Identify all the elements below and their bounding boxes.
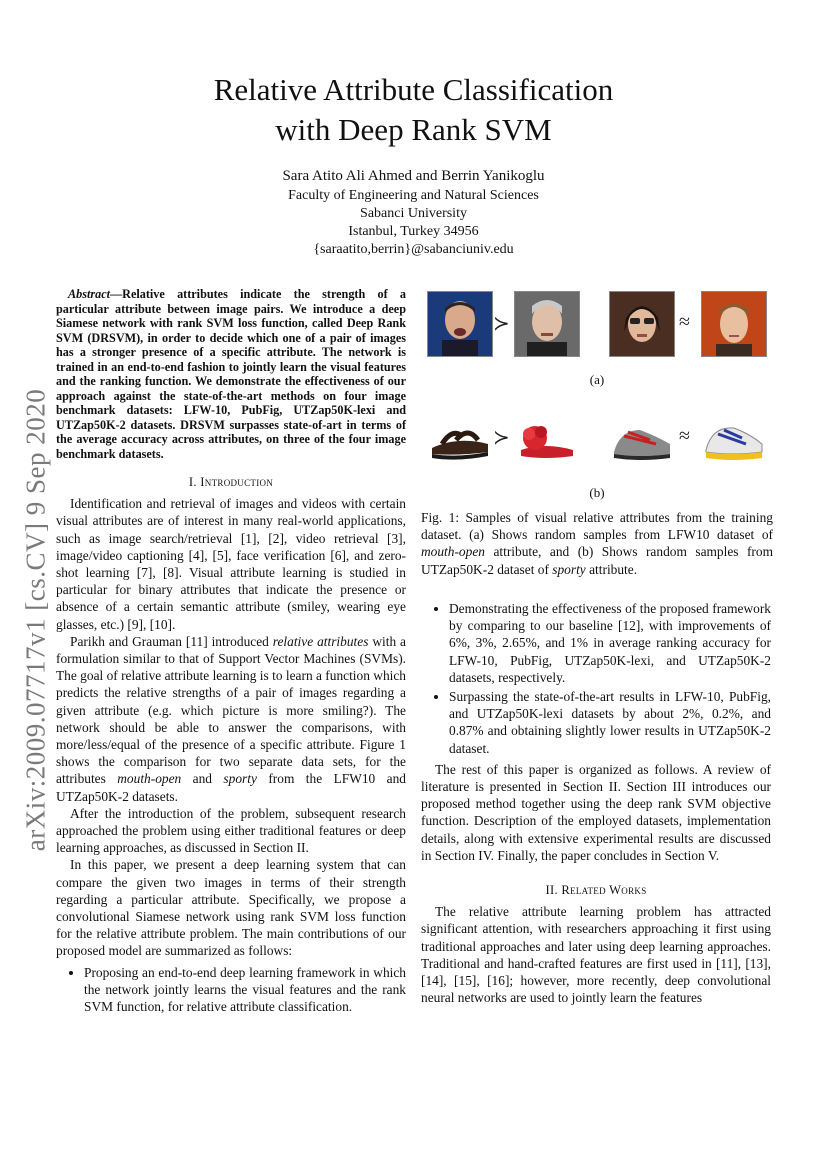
p2-text-b: with a formulation similar to that of Support Vector Machines (SVMs). The goal of relative attribute learning is to learn a function which predicts the relative strengths of a pair of images regarding a given attribute (e.g. which picture is more smiling?). The network should be able to answer the comparisons, with more/less/equal of the presence of a specific attribute. Figure 1 shows the comparison for two separate data sets, for the attributes <box>56 633 406 787</box>
author-block <box>0 167 827 259</box>
p2-emphasis-relative-attributes: relative attributes <box>272 633 369 649</box>
section-title: Introduction <box>200 475 274 489</box>
shoe-image-sandal <box>427 405 493 471</box>
contribution-item-2: • Demonstrating the effectiveness of the proposed framework by comparing to our baseline [12], with improvements of 6%, 3%, 2.65%, and 1% in average ranking accuracy for LFW-10, PubFig, UTZap50K-lexi, and UTZap50K-2 datasets, respectively. <box>449 600 771 686</box>
intro-paragraph-1: Identification and retrieval of images and videos with certain visual attributes are of interest in many real-world applications, such as image search/retrieval [1], [2], video retrieval [3], image/video captioning [4], [5], face verification [6], and zero-shot learning [7], [8]. Visual attribute learning is studied in particular for binary attributes that indicate the presence or absence of a certain semantic attribute (smiley, wearing eye glasses, etc.) [9], [10]. <box>56 496 406 632</box>
intro-paragraph-3: After the introduction of the problem, subsequent research approached the problem using either traditional features or deep learning approaches, as discussed in Section II. <box>56 805 406 856</box>
face-image-3 <box>609 291 675 357</box>
title-line-2: with Deep Rank SVM <box>275 112 552 147</box>
paper-title <box>0 70 827 150</box>
greater-than-relation-icon: ≻ <box>493 313 510 335</box>
affiliation-address: Istanbul, Turkey 34956 <box>348 224 479 239</box>
abstract-label: Abstract <box>68 287 110 301</box>
author-names: Sara Atito Ali Ahmed and Berrin Yanikoglu <box>282 168 545 184</box>
section-2-number: II. <box>545 883 562 898</box>
section-2-title: Related Works <box>561 883 647 898</box>
section-heading-related-works <box>421 882 771 899</box>
caption-emphasis-sporty: sporty <box>552 561 586 577</box>
abstract-text: —Relative attributes indicate the strength of a particular attribute between image pairs. We introduce a deep Siamese network with rank SVM loss function, called Deep Rank SVM (DRSVM), in order to decide which one of a pair of images has a stronger presence of a specific attribute. The network is trained in an end-to-end fashion to jointly learn the visual features and the ranking function. We demonstrate the effectiveness of our approach against the state-of-the-art methods on four image benchmark datasets: LFW-10, PubFig, UTZap50K-lexi and UTZap50K-2 datasets. DRSVM surpasses state-of-art in terms of the average accuracy across attributes, on three of the four image benchmark datasets. <box>56 287 406 461</box>
abstract <box>56 287 406 461</box>
author-email: {saraatito,berrin}@sabanciuniv.edu <box>313 242 514 257</box>
subfigure-label-b: (b) <box>589 485 605 500</box>
related-works-paragraph: The relative attribute learning problem has attracted significant attention, with researchers approaching it first using traditional approaches and later using deep learning approaches. Traditional and hand-crafted features are first used in [11], [13], [14], [15], [16]; however, more recently, deep convolutional neural networks are used to jointly learn the features <box>421 904 771 1006</box>
figure-row-shoes <box>421 405 773 475</box>
face-image-1 <box>427 291 493 357</box>
caption-emphasis-mouth-open: mouth-open <box>421 544 485 560</box>
shoe-image-sneaker-red <box>609 405 675 471</box>
right-column <box>421 600 771 1006</box>
contribution-list <box>56 964 406 1016</box>
title-line-1: Relative Attribute Classification <box>213 72 614 107</box>
p2-emphasis-sporty: sporty <box>223 771 257 787</box>
affiliation-faculty: Faculty of Engineering and Natural Sciences <box>288 188 539 203</box>
shoe-image-sneaker-white <box>701 405 767 471</box>
shoe-image-slipper <box>514 405 580 471</box>
figure-row-faces <box>421 291 773 361</box>
section-number: I. <box>188 475 201 489</box>
figure-caption <box>421 509 773 578</box>
intro-paragraph-4: In this paper, we present a deep learning system that can compare the given two images in terms of their strength regarding a particular attribute. Specifically, we propose a convolutional Siamese network using rank SVM loss function for the relative attribute problem. The main contributions of our proposed model are summarized as follows: <box>56 857 406 959</box>
left-column <box>56 287 406 1019</box>
caption-text-a: Fig. 1: Samples of visual relative attributes from the training dataset. (a) Shows random samples from LFW10 dataset of <box>421 510 773 543</box>
approx-equal-relation-icon: ≈ <box>679 311 690 333</box>
face-image-2 <box>514 291 580 357</box>
subfigure-label-a: (a) <box>589 372 605 387</box>
contribution-item-1: • Proposing an end-to-end deep learning framework in which the network jointly learns the visual features and the rank SVM function, for relative attribute classification. <box>84 964 406 1016</box>
face-image-4 <box>701 291 767 357</box>
section-heading-introduction <box>56 474 406 491</box>
caption-text-c: attribute. <box>585 561 638 577</box>
intro-paragraph-2 <box>56 633 406 805</box>
arxiv-id-text: arXiv:2009.07717v1 [cs.CV] 9 Sep 2020 <box>20 388 51 852</box>
p2-emphasis-mouth-open: mouth-open <box>117 771 182 787</box>
approx-equal-relation-icon-2: ≈ <box>679 425 690 447</box>
affiliation-university: Sabanci University <box>360 206 467 221</box>
paper-organization-paragraph: The rest of this paper is organized as follows. A review of literature is presented in Section II. Section III introduces our proposed method together using the deep rank SVM objective function. Description of the employed datasets, implementation details, along with extensive experimental results are discussed in Section IV. Finally, the paper concludes in Section V. <box>421 761 771 863</box>
p2-text-a: Parikh and Grauman [11] introduced <box>70 633 273 649</box>
p2-text-c: and <box>181 771 224 787</box>
caption-text-b: attribute, and (b) Shows random samples from UTZap50K-2 dataset of <box>421 544 773 577</box>
figure-1 <box>421 287 773 587</box>
greater-than-relation-icon-2: ≻ <box>493 427 510 449</box>
p2-text-d: from the LFW10 and UTZap50K-2 datasets. <box>56 771 406 804</box>
contribution-item-3: • Surpassing the state-of-the-art results in LFW-10, PubFig, and UTZap50K-lexi datasets by about 2%, 0.2%, and 0.87% and obtaining slightly lower results in UTZap50K-2 dataset. <box>449 688 771 757</box>
contribution-list-continued <box>421 600 771 757</box>
